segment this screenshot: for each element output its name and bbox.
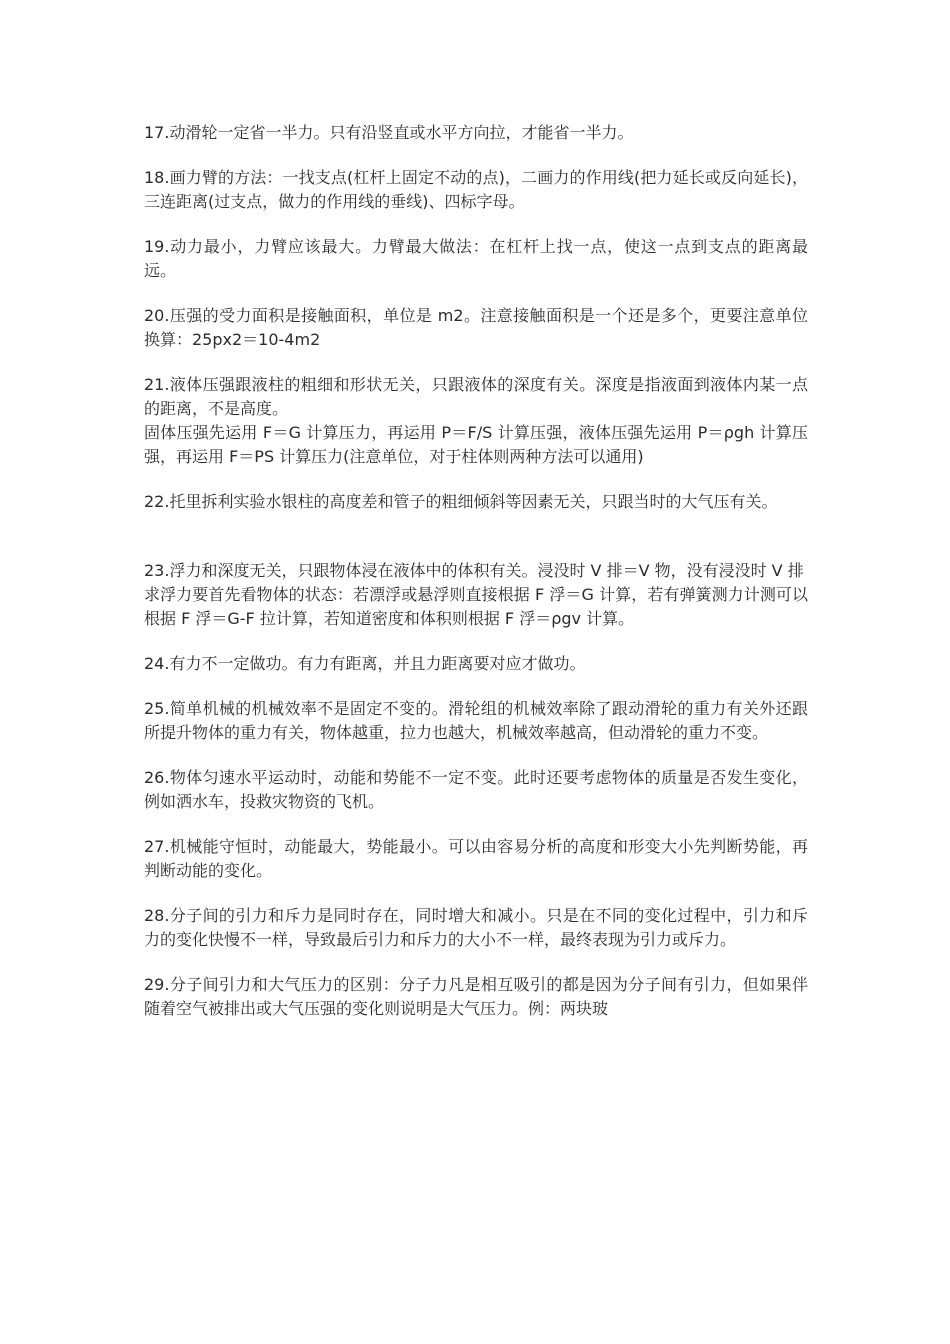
paragraph-18: 18.画力臂的方法：一找支点(杠杆上固定不动的点)，二画力的作用线(把力延长或反向延长)，三连距离(过支点，做力的作用线的垂线)、四标字母。: [144, 168, 808, 211]
document-body: [144, 121, 808, 1042]
paragraph-24: 24.有力不一定做功。有力有距离，并且力距离要对应才做功。: [144, 654, 586, 673]
paragraph-20: 20.压强的受力面积是接触面积，单位是 m2。注意接触面积是一个还是多个，更要注意单位换算：25px2＝10-4m2: [144, 306, 808, 349]
paragraph-23-continued: 求浮力要首先看物体的状态：若漂浮或悬浮则直接根据 F 浮＝G 计算，若有弹簧测力计测可以根据 F 浮＝G-F 拉计算，若知道密度和体积则根据 F 浮＝ρgv 计算。: [144, 585, 808, 628]
paragraph-21: 21.液体压强跟液柱的粗细和形状无关，只跟液体的深度有关。深度是指液面到液体内某一点的距离，不是高度。: [144, 375, 808, 418]
paragraph-29: 29.分子间引力和大气压力的区别：分子力凡是相互吸引的都是因为分子间有引力，但如果伴随着空气被排出或大气压强的变化则说明是大气压力。例：两块玻: [144, 975, 808, 1018]
paragraph-23: 23.浮力和深度无关，只跟物体浸在液体中的体积有关。浸没时 V 排＝V 物，没有浸没时 V 排: [144, 561, 804, 580]
paragraph-25: 25.简单机械的机械效率不是固定不变的。滑轮组的机械效率除了跟动滑轮的重力有关外还跟所提升物体的重力有关，物体越重，拉力也越大，机械效率越高，但动滑轮的重力不变。: [144, 699, 808, 742]
paragraph-17: 17.动滑轮一定省一半力。只有沿竖直或水平方向拉，才能省一半力。: [144, 123, 634, 142]
paragraph-22: 22.托里拆利实验水银柱的高度差和管子的粗细倾斜等因素无关，只跟当时的大气压有关。: [144, 492, 778, 511]
paragraph-27: 27.机械能守恒时，动能最大，势能最小。可以由容易分析的高度和形变大小先判断势能，再判断动能的变化。: [144, 837, 808, 880]
paragraph-19: 19.动力最小，力臂应该最大。力臂最大做法：在杠杆上找一点，使这一点到支点的距离最远。: [144, 237, 808, 280]
paragraph-26: 26.物体匀速水平运动时，动能和势能不一定不变。此时还要考虑物体的质量是否发生变化，例如洒水车，投救灾物资的飞机。: [144, 768, 808, 811]
paragraph-28: 28.分子间的引力和斥力是同时存在，同时增大和减小。只是在不同的变化过程中，引力和斥力的变化快慢不一样，导致最后引力和斥力的大小不一样，最终表现为引力或斥力。: [144, 906, 808, 949]
paragraph-21-continued: 固体压强先运用 F＝G 计算压力，再运用 P＝F/S 计算压强，液体压强先运用 P＝ρgh 计算压强，再运用 F＝PS 计算压力(注意单位，对于柱体则两种方法可以通用): [144, 423, 808, 466]
